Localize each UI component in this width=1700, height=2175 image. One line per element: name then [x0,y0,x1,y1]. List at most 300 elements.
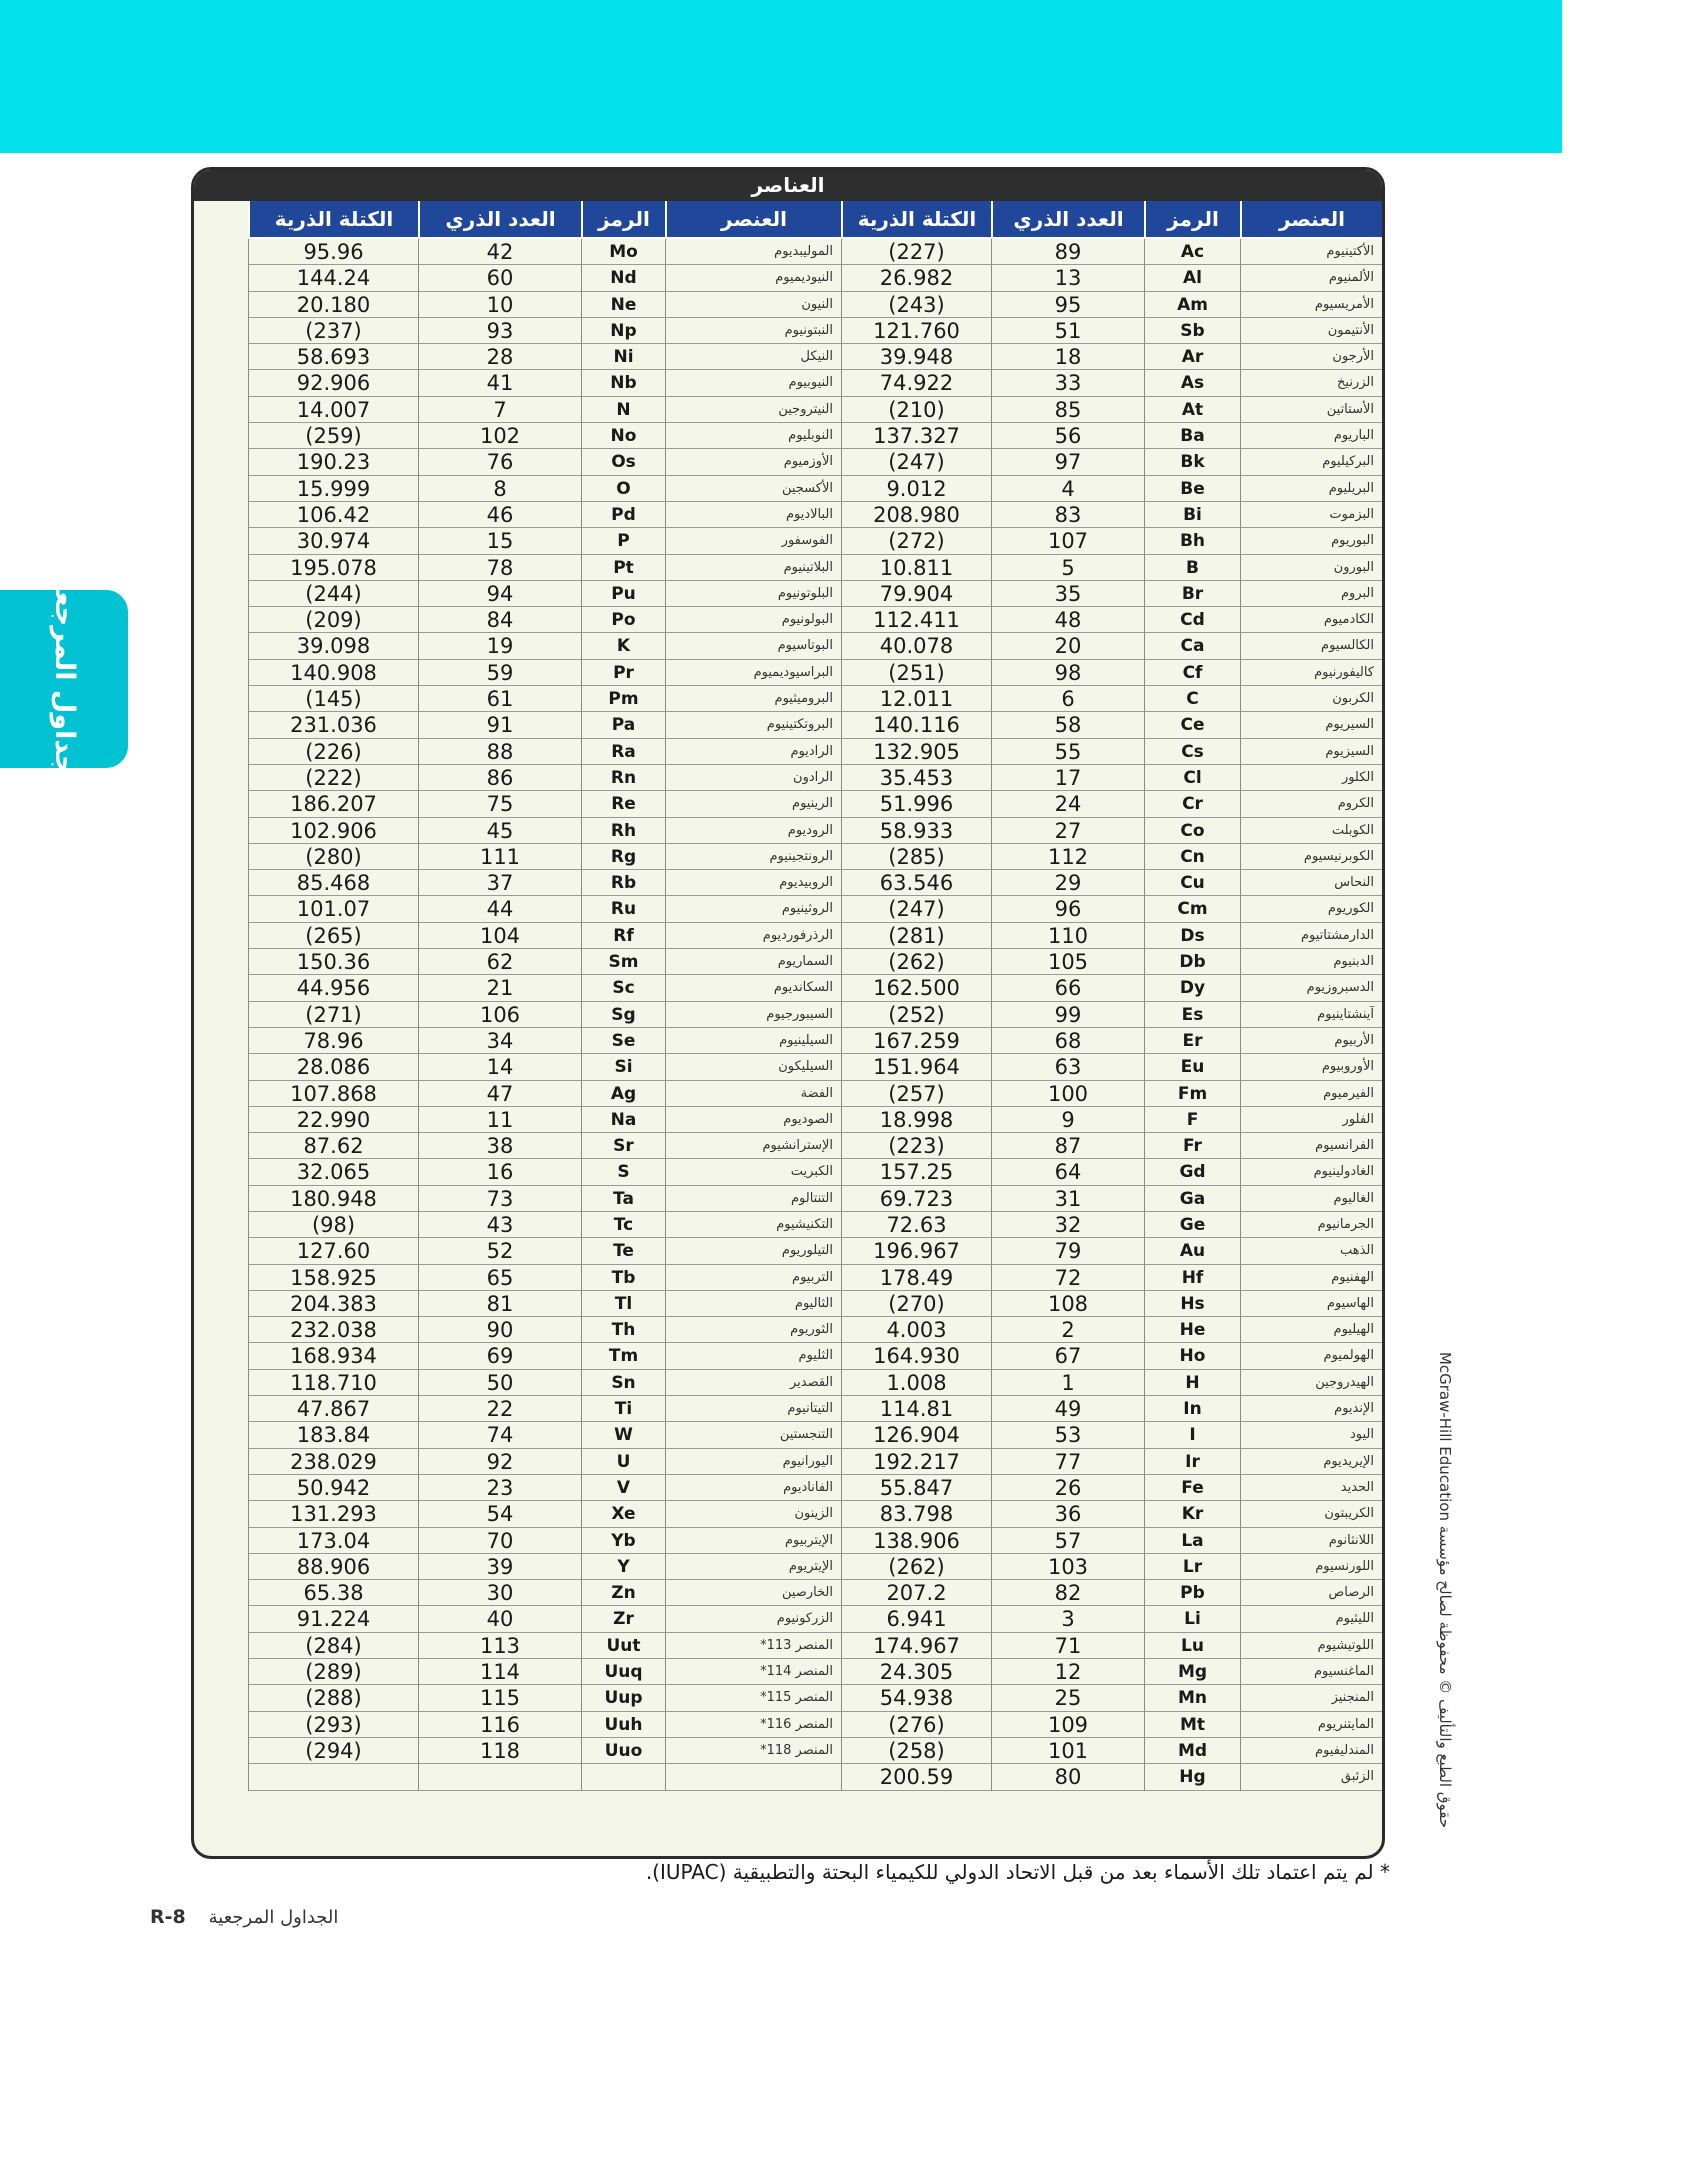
element-name-cell: الرينيوم [665,791,841,817]
element-name-cell: الأوزميوم [665,449,841,475]
element-symbol-cell: W [581,1422,665,1448]
element-name-cell: الكبريت [665,1159,841,1185]
element-name-cell: التنتالوم [665,1186,841,1212]
atomic-mass-cell: 47.867 [248,1396,418,1422]
element-name-cell: السيزيوم [1240,739,1382,765]
element-name-cell: البولونيوم [665,607,841,633]
atomic-mass-cell: (227) [841,239,991,265]
element-name-cell: آينشتاينيوم [1240,1002,1382,1028]
element-name-cell: الرادون [665,765,841,791]
atomic-mass-cell: (262) [841,1554,991,1580]
element-symbol-cell: Gd [1144,1159,1240,1185]
atomic-number-cell: 47 [418,1081,581,1107]
atomic-number-cell: 110 [991,923,1144,949]
atomic-mass-cell: 12.011 [841,686,991,712]
atomic-mass-cell: (247) [841,896,991,922]
element-name-cell: الدسبروزيوم [1240,975,1382,1001]
atomic-mass-cell: (209) [248,607,418,633]
element-name-cell: اليود [1240,1422,1382,1448]
element-name-cell: التيلوريوم [665,1238,841,1264]
atomic-number-cell: 91 [418,712,581,738]
atomic-number-cell: 55 [991,739,1144,765]
reference-tables-tab [0,564,128,794]
element-name-cell: الجرمانيوم [1240,1212,1382,1238]
atomic-mass-cell: 112.411 [841,607,991,633]
element-name-cell: البزموت [1240,502,1382,528]
atomic-number-cell: 67 [991,1343,1144,1369]
side-tab-label: الجداول المرجعية [49,564,80,794]
atomic-mass-cell: 208.980 [841,502,991,528]
element-name-cell: السماريوم [665,949,841,975]
element-symbol-cell: Li [1144,1606,1240,1632]
atomic-number-cell: 115 [418,1685,581,1711]
element-name-cell: الليثيوم [1240,1606,1382,1632]
element-symbol-cell: Sn [581,1370,665,1396]
atomic-mass-cell: 138.906 [841,1528,991,1554]
atomic-mass-cell: 55.847 [841,1475,991,1501]
element-symbol-cell: Si [581,1054,665,1080]
element-symbol-cell: Ni [581,344,665,370]
atomic-mass-cell: 44.956 [248,975,418,1001]
element-symbol-cell: Nb [581,370,665,396]
atomic-mass-cell: 87.62 [248,1133,418,1159]
atomic-mass-cell: (285) [841,844,991,870]
atomic-number-cell: 87 [991,1133,1144,1159]
element-symbol-cell: Rg [581,844,665,870]
atomic-mass-cell: 167.259 [841,1028,991,1054]
element-symbol-cell: Cu [1144,870,1240,896]
atomic-mass-cell: 131.293 [248,1501,418,1527]
element-name-cell: الفرانسيوم [1240,1133,1382,1159]
element-name-cell: الباريوم [1240,423,1382,449]
element-name-cell: الهيليوم [1240,1317,1382,1343]
atomic-number-cell: 104 [418,923,581,949]
element-symbol-cell: Db [1144,949,1240,975]
atomic-mass-cell: 107.868 [248,1081,418,1107]
atomic-number-cell: 97 [991,449,1144,475]
atomic-number-cell: 103 [991,1554,1144,1580]
element-symbol-cell [581,1764,665,1790]
atomic-mass-cell: (293) [248,1712,418,1738]
element-symbol-cell: Sr [581,1133,665,1159]
element-symbol-cell: Th [581,1317,665,1343]
element-symbol-cell: Ac [1144,239,1240,265]
atomic-mass-cell: 83.798 [841,1501,991,1527]
atomic-mass-cell: (251) [841,660,991,686]
atomic-mass-cell: 91.224 [248,1606,418,1632]
atomic-number-cell: 109 [991,1712,1144,1738]
atomic-mass-cell: 63.546 [841,870,991,896]
atomic-number-cell: 41 [418,370,581,396]
atomic-number-cell: 101 [991,1738,1144,1764]
element-symbol-cell: Mg [1144,1659,1240,1685]
atomic-number-cell: 7 [418,397,581,423]
atomic-number-cell: 71 [991,1633,1144,1659]
atomic-number-cell: 6 [991,686,1144,712]
atomic-mass-cell: (262) [841,949,991,975]
element-name-cell: القصدير [665,1370,841,1396]
element-symbol-cell: Hg [1144,1764,1240,1790]
atomic-mass-cell: 30.974 [248,528,418,554]
atomic-mass-cell: 118.710 [248,1370,418,1396]
atomic-mass-cell: 106.42 [248,502,418,528]
header-atomic-mass: الكتلة الذرية [248,201,418,239]
element-name-cell: الإيتريوم [665,1554,841,1580]
element-symbol-cell: Sg [581,1002,665,1028]
element-symbol-cell: Tl [581,1291,665,1317]
element-symbol-cell: Np [581,318,665,344]
element-symbol-cell: Kr [1144,1501,1240,1527]
atomic-mass-cell: 32.065 [248,1159,418,1185]
element-name-cell: البروميثيوم [665,686,841,712]
header-element: العنصر [665,201,841,239]
element-name-cell: كاليفورنيوم [1240,660,1382,686]
atomic-mass-cell: 114.81 [841,1396,991,1422]
element-name-cell: الهاسيوم [1240,1291,1382,1317]
atomic-mass-cell: 35.453 [841,765,991,791]
header-atomic-mass: الكتلة الذرية [841,201,991,239]
element-symbol-cell: Os [581,449,665,475]
atomic-number-cell: 96 [991,896,1144,922]
element-symbol-cell: Er [1144,1028,1240,1054]
atomic-number-cell: 75 [418,791,581,817]
element-name-cell: البروم [1240,581,1382,607]
atomic-mass-cell: (222) [248,765,418,791]
element-symbol-cell: I [1144,1422,1240,1448]
atomic-number-cell: 116 [418,1712,581,1738]
element-name-cell: الصوديوم [665,1107,841,1133]
atomic-mass-cell: 137.327 [841,423,991,449]
atomic-mass-cell: (226) [248,739,418,765]
atomic-number-cell: 22 [418,1396,581,1422]
atomic-number-cell: 77 [991,1449,1144,1475]
element-symbol-cell: Na [581,1107,665,1133]
element-symbol-cell: Ho [1144,1343,1240,1369]
element-name-cell: البالاديوم [665,502,841,528]
atomic-mass-cell: (247) [841,449,991,475]
atomic-mass-cell: 232.038 [248,1317,418,1343]
atomic-number-cell: 31 [991,1186,1144,1212]
atomic-mass-cell: (272) [841,528,991,554]
atomic-number-cell: 107 [991,528,1144,554]
atomic-mass-cell: (243) [841,292,991,318]
element-symbol-cell: Ds [1144,923,1240,949]
element-name-cell: النيكل [665,344,841,370]
atomic-number-cell: 4 [991,476,1144,502]
atomic-number-cell: 54 [418,1501,581,1527]
atomic-number-cell: 34 [418,1028,581,1054]
atomic-mass-cell: 69.723 [841,1186,991,1212]
atomic-mass-cell: 121.760 [841,318,991,344]
atomic-mass-cell: 14.007 [248,397,418,423]
atomic-mass-cell: 102.906 [248,818,418,844]
element-symbol-cell: Dy [1144,975,1240,1001]
element-name-cell: الأكسجين [665,476,841,502]
atomic-mass-cell: (223) [841,1133,991,1159]
atomic-number-cell: 21 [418,975,581,1001]
element-symbol-cell: La [1144,1528,1240,1554]
atomic-mass-cell: (276) [841,1712,991,1738]
element-name-cell: الماغنسيوم [1240,1659,1382,1685]
element-name-cell: المنصر 115* [665,1685,841,1711]
element-name-cell: النيوديميوم [665,265,841,291]
atomic-number-cell: 24 [991,791,1144,817]
atomic-number-cell: 68 [991,1028,1144,1054]
element-name-cell: التيتانيوم [665,1396,841,1422]
element-name-cell: الكروم [1240,791,1382,817]
element-symbol-cell: S [581,1159,665,1185]
element-name-cell: المنصر 116* [665,1712,841,1738]
atomic-number-cell: 39 [418,1554,581,1580]
header-symbol: الرمز [1144,201,1240,239]
atomic-mass-cell: 40.078 [841,633,991,659]
atomic-mass-cell: 126.904 [841,1422,991,1448]
element-symbol-cell: Lr [1144,1554,1240,1580]
element-symbol-cell: Ca [1144,633,1240,659]
elements-table [191,167,1385,1859]
atomic-number-cell: 79 [991,1238,1144,1264]
element-name-cell: البريليوم [1240,476,1382,502]
element-name-cell: التنجستين [665,1422,841,1448]
element-symbol-cell: Bk [1144,449,1240,475]
element-name-cell: الزرنيخ [1240,370,1382,396]
element-name-cell: الكوبلت [1240,818,1382,844]
element-name-cell: الألمنيوم [1240,265,1382,291]
atomic-mass-cell: 10.811 [841,555,991,581]
atomic-number-cell: 15 [418,528,581,554]
element-name-cell: المندليفيوم [1240,1738,1382,1764]
element-name-cell: الأمريسيوم [1240,292,1382,318]
element-symbol-cell: N [581,397,665,423]
element-name-cell: الكوبرنيسيوم [1240,844,1382,870]
element-symbol-cell: Ar [1144,344,1240,370]
atomic-number-cell: 45 [418,818,581,844]
element-symbol-cell: Mt [1144,1712,1240,1738]
element-name-cell: السيريوم [1240,712,1382,738]
atomic-mass-cell: 20.180 [248,292,418,318]
atomic-mass-cell: (210) [841,397,991,423]
element-name-cell: الأرجون [1240,344,1382,370]
atomic-mass-cell: 65.38 [248,1580,418,1606]
element-symbol-cell: Fe [1144,1475,1240,1501]
element-name-cell: الإنديوم [1240,1396,1382,1422]
element-symbol-cell: Rf [581,923,665,949]
element-symbol-cell: Ti [581,1396,665,1422]
atomic-number-cell: 93 [418,318,581,344]
header-symbol: الرمز [581,201,665,239]
atomic-mass-cell: 168.934 [248,1343,418,1369]
atomic-mass-cell: (145) [248,686,418,712]
atomic-mass-cell: (289) [248,1659,418,1685]
element-name-cell: الرونتجينيوم [665,844,841,870]
atomic-number-cell: 12 [991,1659,1144,1685]
element-symbol-cell: Pt [581,555,665,581]
header-atomic-number: العدد الذري [991,201,1144,239]
atomic-number-cell: 113 [418,1633,581,1659]
atomic-number-cell: 28 [418,344,581,370]
atomic-number-cell: 1 [991,1370,1144,1396]
atomic-mass-cell: 186.207 [248,791,418,817]
element-name-cell: السكانديوم [665,975,841,1001]
atomic-number-cell: 92 [418,1449,581,1475]
element-name-cell: النيتروجين [665,397,841,423]
element-symbol-cell: Ta [581,1186,665,1212]
atomic-mass-cell: 196.967 [841,1238,991,1264]
atomic-mass-cell: 72.63 [841,1212,991,1238]
element-name-cell: الغادولينيوم [1240,1159,1382,1185]
element-name-cell: النبتونيوم [665,318,841,344]
element-name-cell: النيون [665,292,841,318]
element-name-cell: الدارمشتاتيوم [1240,923,1382,949]
atomic-number-cell: 81 [418,1291,581,1317]
header-element: العنصر [1240,201,1382,239]
element-symbol-cell: Es [1144,1002,1240,1028]
atomic-number-cell: 30 [418,1580,581,1606]
element-name-cell: الزركونيوم [665,1606,841,1632]
atomic-number-cell: 90 [418,1317,581,1343]
element-symbol-cell: Se [581,1028,665,1054]
element-symbol-cell: Ba [1144,423,1240,449]
element-name-cell: البوتاسيوم [665,633,841,659]
element-symbol-cell: No [581,423,665,449]
page-number: R-8 [150,1906,186,1928]
atomic-number-cell: 16 [418,1159,581,1185]
element-name-cell: البلوتونيوم [665,581,841,607]
atomic-number-cell: 35 [991,581,1144,607]
atomic-number-cell: 42 [418,239,581,265]
atomic-number-cell: 48 [991,607,1144,633]
atomic-number-cell: 89 [991,239,1144,265]
element-name-cell: البركيليوم [1240,449,1382,475]
atomic-number-cell: 63 [991,1054,1144,1080]
atomic-number-cell: 72 [991,1265,1144,1291]
atomic-number-cell: 83 [991,502,1144,528]
element-symbol-cell: Pd [581,502,665,528]
element-name-cell: الزينون [665,1501,841,1527]
element-name-cell: الثليوم [665,1343,841,1369]
element-name-cell: الثوريوم [665,1317,841,1343]
element-name-cell: المنصر 118* [665,1738,841,1764]
element-symbol-cell: H [1144,1370,1240,1396]
atomic-number-cell: 61 [418,686,581,712]
atomic-number-cell: 108 [991,1291,1144,1317]
atomic-mass-cell: 200.59 [841,1764,991,1790]
atomic-mass-cell: 28.086 [248,1054,418,1080]
element-symbol-cell: Fm [1144,1081,1240,1107]
atomic-number-cell: 40 [418,1606,581,1632]
element-name-cell: النحاس [1240,870,1382,896]
element-name-cell: النوبليوم [665,423,841,449]
element-symbol-cell: Cn [1144,844,1240,870]
element-symbol-cell: Sm [581,949,665,975]
atomic-number-cell: 85 [991,397,1144,423]
atomic-number-cell: 37 [418,870,581,896]
element-symbol-cell: He [1144,1317,1240,1343]
atomic-mass-cell: 26.982 [841,265,991,291]
element-name-cell: الغاليوم [1240,1186,1382,1212]
atomic-number-cell: 32 [991,1212,1144,1238]
element-symbol-cell: Pa [581,712,665,738]
element-symbol-cell: Au [1144,1238,1240,1264]
element-symbol-cell: Sc [581,975,665,1001]
element-symbol-cell: B [1144,555,1240,581]
atomic-mass-cell: 79.904 [841,581,991,607]
atomic-number-cell: 78 [418,555,581,581]
atomic-mass-cell: (259) [248,423,418,449]
elements-grid [194,201,1382,1791]
element-symbol-cell: Mn [1144,1685,1240,1711]
element-name-cell: البوريوم [1240,528,1382,554]
element-symbol-cell: Cf [1144,660,1240,686]
atomic-number-cell: 25 [991,1685,1144,1711]
atomic-number-cell: 13 [991,265,1144,291]
atomic-mass-cell: 207.2 [841,1580,991,1606]
atomic-mass-cell: 92.906 [248,370,418,396]
atomic-number-cell: 49 [991,1396,1144,1422]
element-symbol-cell: Ag [581,1081,665,1107]
element-symbol-cell: Xe [581,1501,665,1527]
element-symbol-cell: Cd [1144,607,1240,633]
element-symbol-cell: Rn [581,765,665,791]
element-symbol-cell: Uuh [581,1712,665,1738]
atomic-mass-cell: (258) [841,1738,991,1764]
atomic-mass-cell: (294) [248,1738,418,1764]
atomic-number-cell: 88 [418,739,581,765]
atomic-mass-cell: 127.60 [248,1238,418,1264]
element-symbol-cell: Ge [1144,1212,1240,1238]
element-name-cell: التربيوم [665,1265,841,1291]
atomic-mass-cell: 24.305 [841,1659,991,1685]
atomic-mass-cell: (281) [841,923,991,949]
element-name-cell: المايتنريوم [1240,1712,1382,1738]
element-name-cell: الكلور [1240,765,1382,791]
element-name-cell: الأستاتين [1240,397,1382,423]
atomic-mass-cell: (252) [841,1002,991,1028]
element-name-cell: الرذرفورديوم [665,923,841,949]
element-name-cell: السيبورجيوم [665,1002,841,1028]
atomic-number-cell: 58 [991,712,1144,738]
element-symbol-cell: Mo [581,239,665,265]
element-symbol-cell: Uuq [581,1659,665,1685]
element-symbol-cell: Zn [581,1580,665,1606]
atomic-number-cell: 36 [991,1501,1144,1527]
atomic-number-cell: 114 [418,1659,581,1685]
element-symbol-cell: Be [1144,476,1240,502]
element-name-cell: اليورانيوم [665,1449,841,1475]
atomic-mass-cell: 58.693 [248,344,418,370]
atomic-mass-cell: 58.933 [841,818,991,844]
element-symbol-cell: At [1144,397,1240,423]
atomic-mass-cell: 180.948 [248,1186,418,1212]
atomic-mass-cell: 39.098 [248,633,418,659]
atomic-number-cell: 5 [991,555,1144,581]
atomic-mass-cell: 54.938 [841,1685,991,1711]
atomic-number-cell: 106 [418,1002,581,1028]
atomic-mass-cell: 164.930 [841,1343,991,1369]
element-symbol-cell: Sb [1144,318,1240,344]
element-name-cell: الرصاص [1240,1580,1382,1606]
atomic-number-cell: 38 [418,1133,581,1159]
element-symbol-cell: Uut [581,1633,665,1659]
atomic-number-cell: 76 [418,449,581,475]
element-symbol-cell: Md [1144,1738,1240,1764]
element-symbol-cell: Cr [1144,791,1240,817]
atomic-mass-cell: 4.003 [841,1317,991,1343]
atomic-number-cell: 82 [991,1580,1144,1606]
atomic-number-cell: 3 [991,1606,1144,1632]
atomic-mass-cell: 151.964 [841,1054,991,1080]
element-symbol-cell: Pr [581,660,665,686]
